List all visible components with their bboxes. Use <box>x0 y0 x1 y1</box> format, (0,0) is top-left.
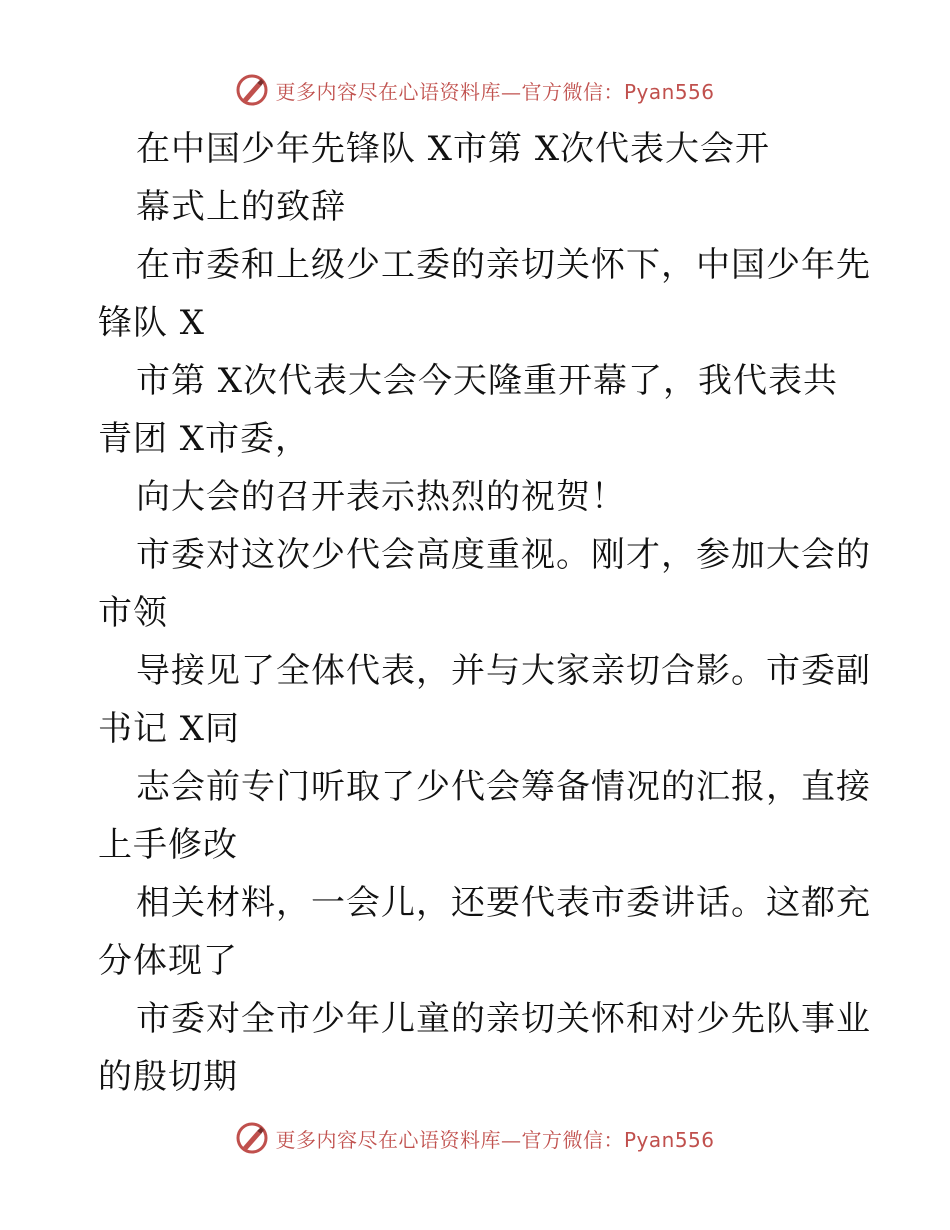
text-line: 市委对全市少年儿童的亲切关怀和对少先队事业 <box>136 999 871 1039</box>
text-line: 分体现了 <box>98 941 238 981</box>
document-body <box>98 120 871 1106</box>
text-line: 市第 X次代表大会今天隆重开幕了，我代表共 <box>136 361 839 401</box>
text-line: 的殷切期 <box>98 1057 238 1097</box>
wechat-id: Pyan556 <box>623 1127 715 1152</box>
text-line: 向大会的召开表示热烈的祝贺！ <box>136 477 626 517</box>
header-banner <box>0 70 950 110</box>
pen-circle-icon <box>235 1121 269 1155</box>
banner-text: 更多内容尽在心语资料库—官方微信：Pyan556 <box>275 79 715 104</box>
text-line: 锋队 X <box>98 303 206 343</box>
text-line: 志会前专门听取了少代会筹备情况的汇报，直接 <box>136 767 871 807</box>
text-line: 青团 X市委， <box>98 419 311 459</box>
wechat-id: Pyan556 <box>623 79 715 104</box>
text-line: 书记 X同 <box>98 709 241 749</box>
text-line: 市领 <box>98 593 168 633</box>
text-line: 上手修改 <box>98 825 238 865</box>
footer-banner <box>0 1118 950 1158</box>
banner-text: 更多内容尽在心语资料库—官方微信：Pyan556 <box>275 1127 715 1152</box>
text-line: 市委对这次少代会高度重视。刚才，参加大会的 <box>136 535 871 575</box>
text-line: 相关材料，一会儿，还要代表市委讲话。这都充 <box>136 883 871 923</box>
text-line: 在中国少年先锋队 X市第 X次代表大会开 <box>136 129 771 169</box>
pen-circle-icon <box>235 73 269 107</box>
text-line: 在市委和上级少工委的亲切关怀下，中国少年先 <box>136 245 871 285</box>
text-line: 导接见了全体代表，并与大家亲切合影。市委副 <box>136 651 871 691</box>
text-line: 幕式上的致辞 <box>136 187 346 227</box>
